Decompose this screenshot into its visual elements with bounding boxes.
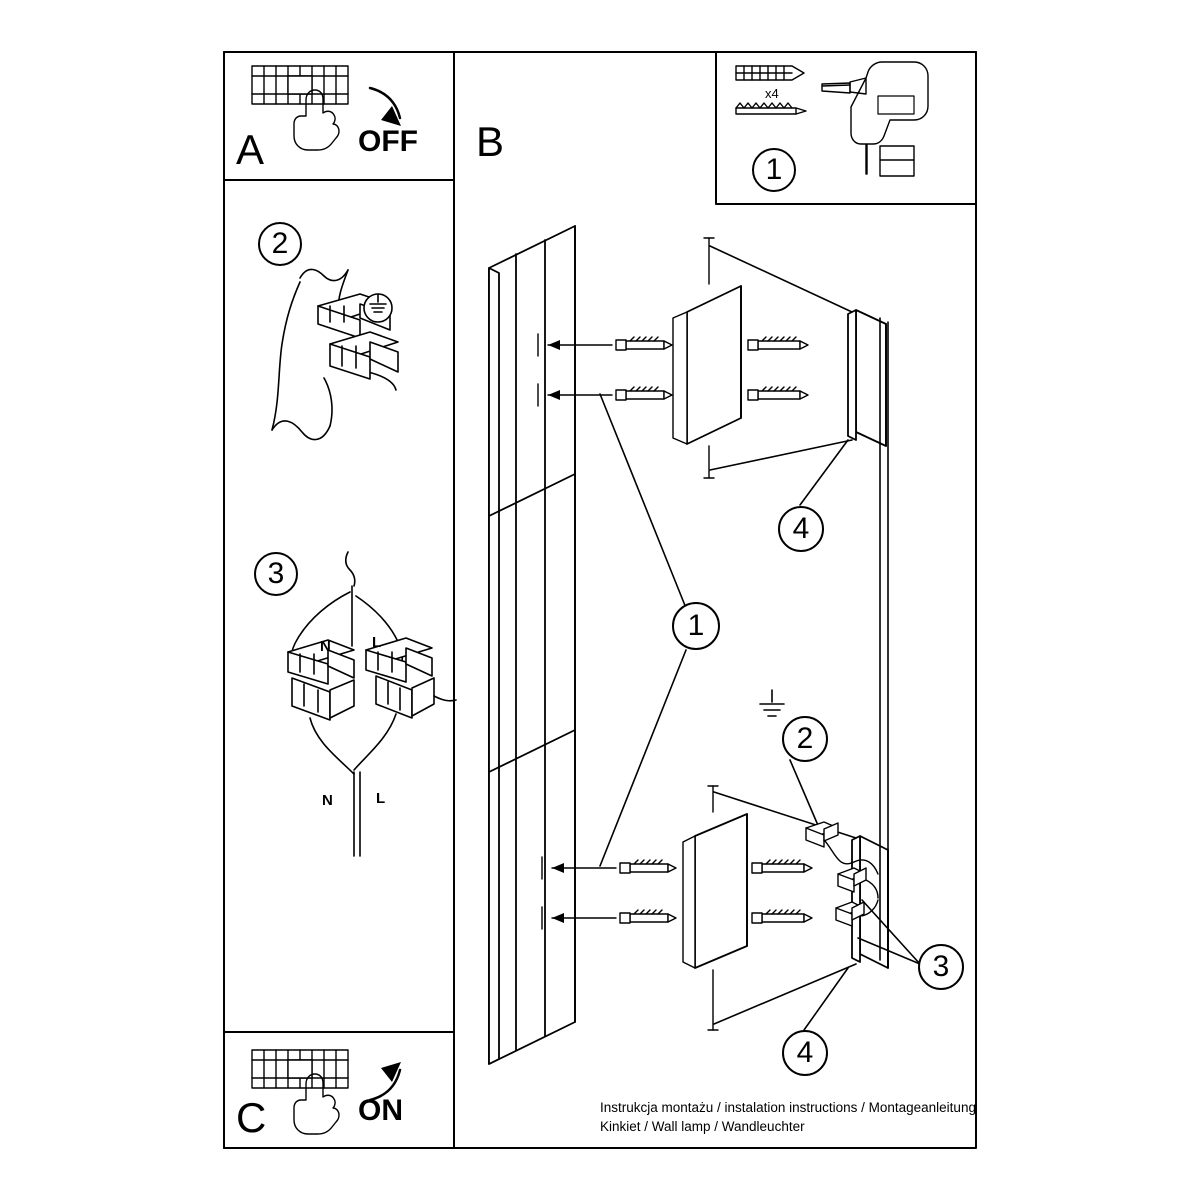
step-number-2-wiring: 2	[258, 222, 302, 266]
callout-1-lamp-body: 1	[672, 602, 720, 650]
panel-b-letter: B	[476, 118, 505, 165]
footer-line-2: Kinkiet / Wall lamp / Wandleuchter	[600, 1119, 805, 1134]
callout-2-ground: 2	[782, 716, 828, 762]
wire-label-n: N	[322, 792, 333, 809]
step-number-1-box: 1	[752, 148, 796, 192]
callout-4-cover-bottom: 4	[782, 1030, 828, 1076]
step1-quantity-label: x4	[765, 86, 779, 101]
callout-3-clip: 3	[918, 944, 964, 990]
panel-a-letter: A	[236, 126, 265, 173]
terminal-left-label-n: N	[320, 638, 331, 655]
panel-c-letter: C	[236, 1094, 267, 1141]
step-number-3-wiring: 3	[254, 552, 298, 596]
panel-c-state-label: ON	[358, 1094, 403, 1127]
wire-label-l: L	[376, 790, 386, 807]
callout-4-cover-top: 4	[778, 506, 824, 552]
footer-line-1: Instrukcja montażu / instalation instructions / Montageanleitung	[600, 1100, 976, 1115]
panel-a-state-label: OFF	[358, 125, 418, 158]
terminal-right-label-l: L	[372, 634, 382, 651]
